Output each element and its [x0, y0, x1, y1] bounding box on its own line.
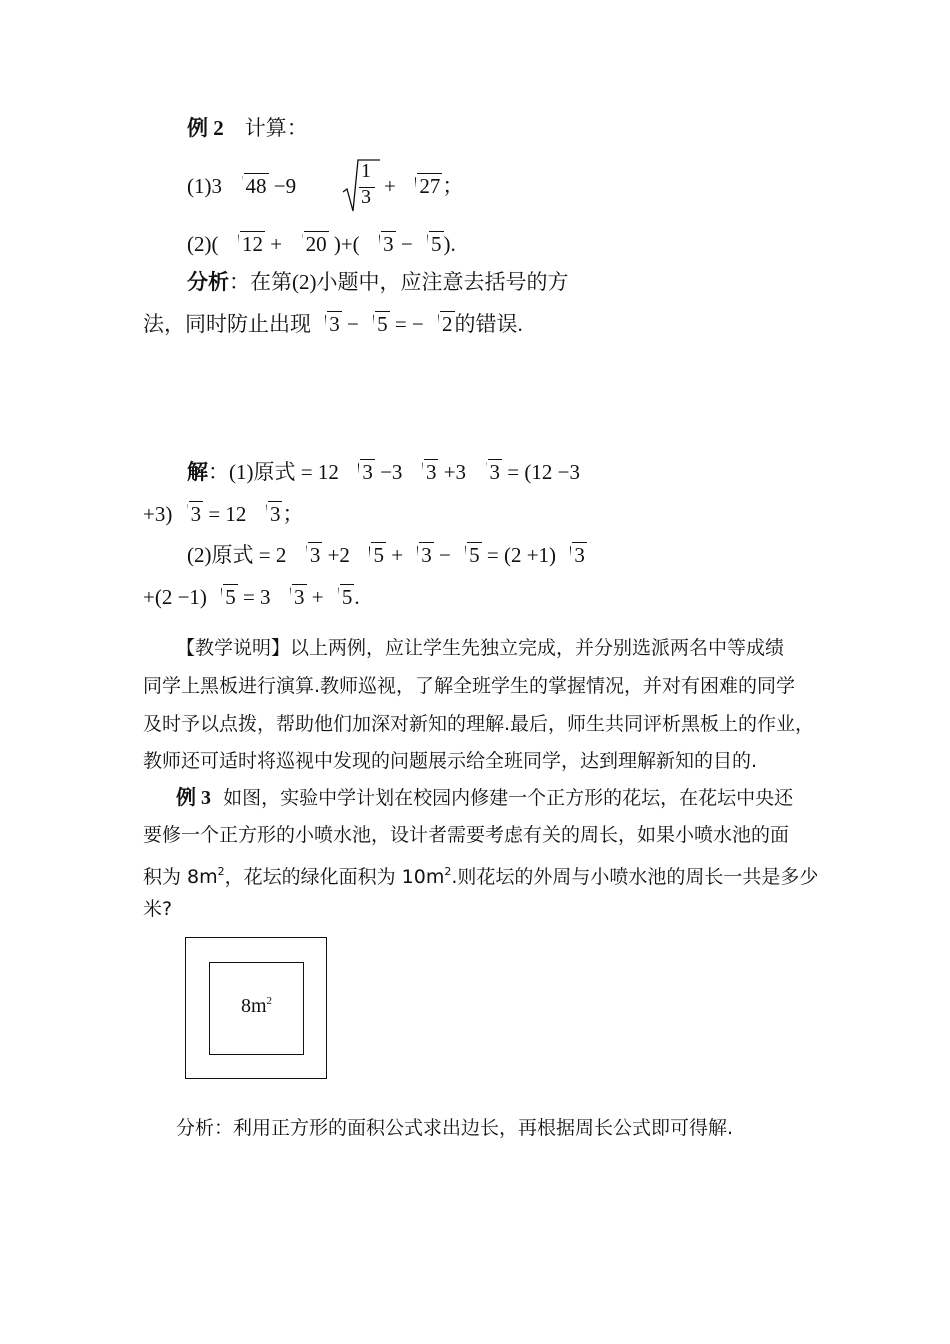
sqrt-27: 27 — [408, 172, 442, 200]
sqrt-3: 3 — [410, 541, 434, 569]
sqrt-3: 3 — [180, 500, 204, 528]
fraction-denominator: 3 — [361, 186, 371, 208]
fountain-square — [209, 962, 304, 1055]
example-3-line-3: 积为 $8m^2$，花坛的绿化面积为 $10m^2$.则花坛的外周与小喷水池的周长一共是多少 — [143, 865, 819, 888]
teaching-note-line: 及时予以点拨，帮助他们加深对新知的理解.最后，师生共同评析黑板上的作业， — [143, 713, 815, 735]
sqrt-48: 48 — [235, 172, 269, 200]
sqrt-3: 3 — [283, 583, 307, 611]
example-3-analysis: 分析：利用正方形的面积公式求出边长，再根据周长公式即可得解. — [176, 1117, 734, 1139]
sqrt-5: 5 — [331, 583, 355, 611]
solution-line-4: +(2 −1) 5 = 3 3 + 5. — [143, 585, 360, 609]
example-2-heading — [187, 114, 308, 142]
analysis-line-1: 分析：在第(2)小题中，应注意去括号的方 — [187, 270, 569, 294]
analysis-label: 分析 — [187, 270, 229, 294]
sqrt-3: 3 — [479, 458, 503, 486]
sqrt-3: 3 — [259, 500, 283, 528]
sqrt-5: 5 — [458, 541, 482, 569]
example-3-line-2: 要修一个正方形的小喷水池，设计者需要考虑有关的周长，如果小喷水池的面 — [143, 824, 790, 846]
flower-bed-diagram — [185, 937, 327, 1079]
example-3-line-1: 例 3 如图，实验中学计划在校园内修建一个正方形的花坛，在花坛中央还 — [176, 787, 794, 809]
problem-1 — [187, 172, 296, 200]
example-3-title: 例 3 — [176, 787, 211, 809]
sqrt-one-third — [342, 158, 382, 214]
sqrt-3: 3 — [299, 541, 323, 569]
solution-line-3: (2)原式 = 2 3 +2 5 + 3 − 5 = (2 +1) 3 — [187, 543, 585, 567]
teaching-note-line: 同学上黑板进行演算.教师巡视，了解全班学生的掌握情况，并对有困难的同学 — [143, 675, 796, 697]
teaching-note-line: 【教学说明】以上两例，应让学生先独立完成，并分别选派两名中等成绩 — [176, 637, 785, 659]
fraction-numerator: 1 — [361, 160, 371, 182]
operator: + — [384, 174, 396, 198]
sqrt-5: 5 — [366, 310, 390, 338]
sqrt-5: 5 — [362, 541, 386, 569]
solution-label: 解 — [187, 460, 208, 484]
example-3-line-4: 米? — [143, 898, 173, 920]
solution-line-1: 解：(1)原式 = 12 3 −3 3 +3 3 = (12 −3 — [187, 460, 580, 484]
fountain-area-label: $8m^2$ — [240, 995, 273, 1017]
sqrt-5: 5 — [214, 583, 238, 611]
sqrt-20: 20 — [295, 230, 329, 258]
analysis-line-2: 法，同时防止出现 3 − 5 = − 2的错误. — [143, 312, 523, 336]
problem-1-label: (1)3 — [187, 174, 222, 198]
sqrt-3: 3 — [372, 230, 396, 258]
sqrt-2: 2 — [431, 310, 455, 338]
example-2-title: 例 2 — [187, 116, 224, 140]
sqrt-3: 3 — [415, 458, 439, 486]
solution-line-2: +3) 3 = 12 3； — [143, 502, 304, 526]
teaching-note-line: 教师还可适时将巡视中发现的问题展示给全班同学，达到理解新知的目的. — [143, 750, 758, 772]
problem-1-tail: + 27； — [384, 174, 464, 198]
sqrt-5: 5 — [420, 230, 444, 258]
sqrt-12: 12 — [231, 230, 265, 258]
problem-2: (2)( 12 + 20 )+( 3 − 5). — [187, 232, 456, 256]
sqrt-3: 3 — [318, 310, 342, 338]
sqrt-3: 3 — [563, 541, 587, 569]
sqrt-3: 3 — [351, 458, 375, 486]
example-2-task: 计算： — [244, 116, 308, 140]
operator: −9 — [273, 174, 297, 198]
